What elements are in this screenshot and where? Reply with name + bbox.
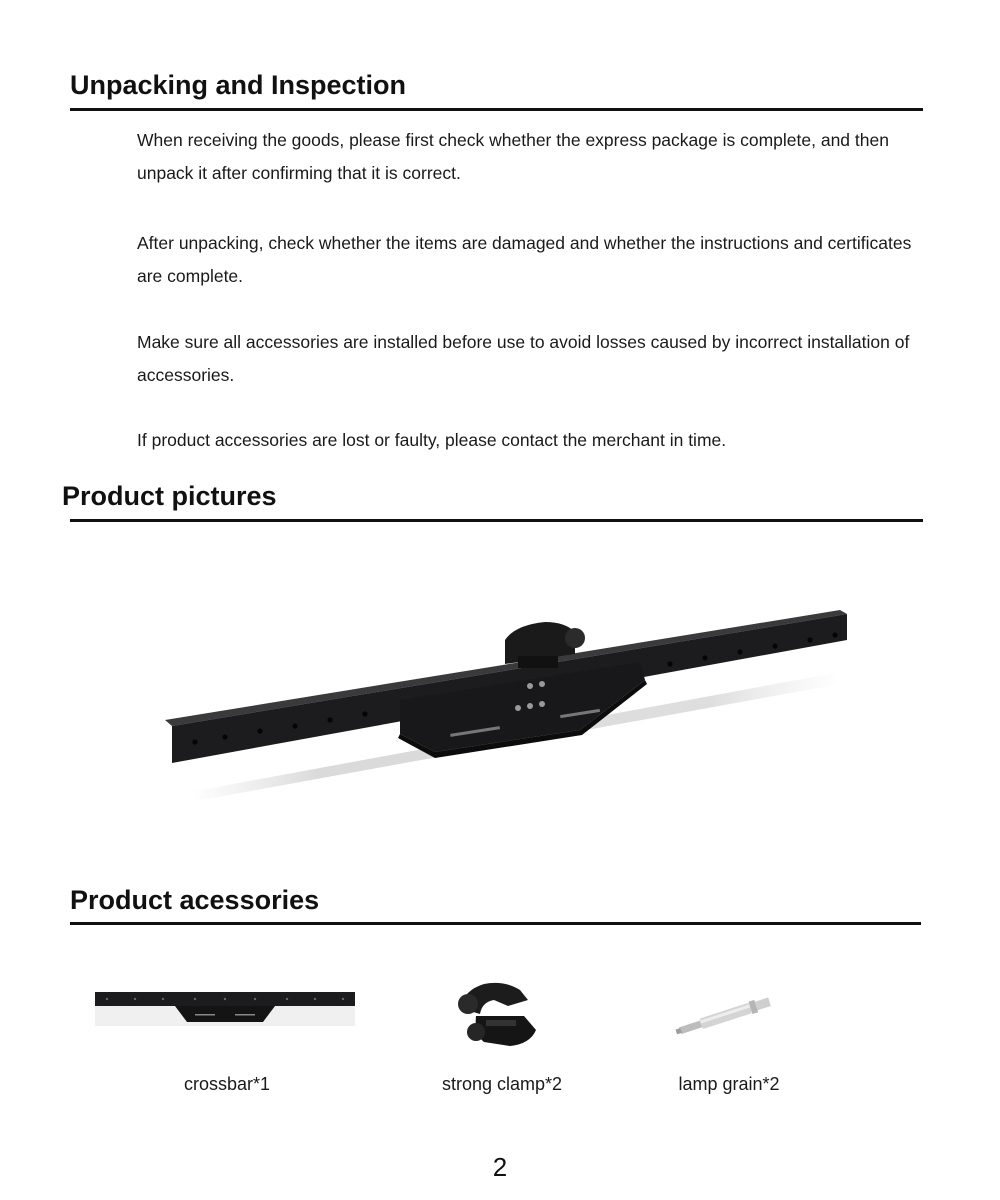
section-divider — [70, 922, 921, 925]
accessory-caption-crossbar: crossbar*1 — [183, 1074, 271, 1094]
crossbar-icon — [95, 990, 355, 1030]
section-title-accessories: Product acessories — [70, 885, 320, 915]
section-divider — [70, 519, 923, 522]
paragraph-install-accessories: Make sure all accessories are installed before use to avoid losses caused by incorrect installation of accessories. — [137, 332, 910, 385]
paragraph-contact-merchant: If product accessories are lost or faulty, please contact the merchant in time. — [137, 430, 727, 450]
paragraph-check-package: When receiving the goods, please first check whether the express package is complete, and then unpack it after confirming that it is correct. — [137, 130, 889, 183]
paragraph-check-damage: After unpacking, check whether the items are damaged and whether the instructions and certificates are complete. — [137, 233, 912, 286]
page-number: 2 — [492, 1152, 508, 1182]
section-title-pictures: Product pictures — [62, 481, 277, 511]
crossbar-product-photo — [150, 580, 870, 820]
accessory-caption-clamp: strong clamp*2 — [441, 1074, 563, 1094]
accessory-caption-lamp-grain: lamp grain*2 — [678, 1074, 780, 1094]
section-title-unpacking: Unpacking and Inspection — [70, 70, 407, 100]
lamp-spigot-icon — [672, 992, 777, 1042]
section-divider — [70, 108, 923, 111]
clamp-icon — [448, 980, 543, 1050]
